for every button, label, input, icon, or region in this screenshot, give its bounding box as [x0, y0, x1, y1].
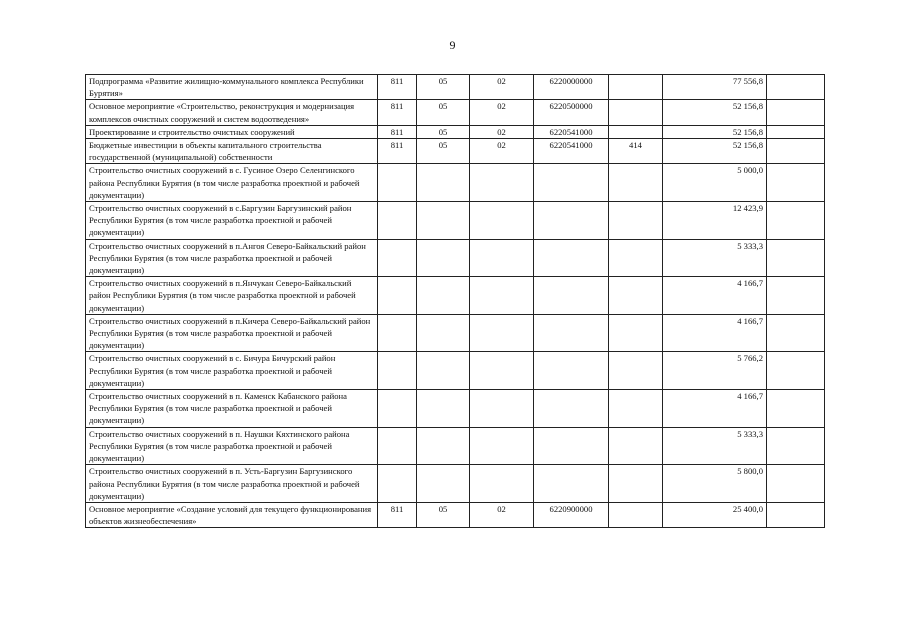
- expense-type-cell: [609, 202, 663, 240]
- extra-cell: [767, 390, 825, 428]
- expense-type-cell: [609, 164, 663, 202]
- amount-cell: 12 423,9: [663, 202, 767, 240]
- target-code-cell: [534, 202, 609, 240]
- target-code-cell: 6220900000: [534, 502, 609, 527]
- section-code-cell: 05: [417, 75, 470, 100]
- ministry-code-cell: [378, 164, 417, 202]
- section-code-cell: [417, 427, 470, 465]
- row-name-cell: Строительство очистных сооружений в с. Бичура Бичурский район Республики Бурятия (в том числе разработка проектной и рабочей документации): [86, 352, 378, 390]
- amount-cell: 5 766,2: [663, 352, 767, 390]
- row-name-cell: Строительство очистных сооружений в с. Гусиное Озеро Селенгинского района Республики Бурятия (в том числе разработка проектной и рабочей документации): [86, 164, 378, 202]
- extra-cell: [767, 427, 825, 465]
- extra-cell: [767, 100, 825, 125]
- target-code-cell: [534, 352, 609, 390]
- ministry-code-cell: 811: [378, 125, 417, 138]
- ministry-code-cell: [378, 390, 417, 428]
- amount-cell: 5 000,0: [663, 164, 767, 202]
- page-number: 9: [449, 38, 456, 52]
- table-row: [86, 390, 825, 428]
- expense-type-cell: [609, 502, 663, 527]
- row-name-cell: Подпрограмма «Развитие жилищно-коммунального комплекса Республики Бурятия»: [86, 75, 378, 100]
- section-code-cell: 05: [417, 139, 470, 164]
- section-code-cell: [417, 352, 470, 390]
- expense-type-cell: [609, 100, 663, 125]
- expense-type-cell: [609, 390, 663, 428]
- expense-type-cell: [609, 465, 663, 503]
- expense-type-cell: [609, 277, 663, 315]
- subsection-code-cell: 02: [470, 139, 534, 164]
- amount-cell: 52 156,8: [663, 139, 767, 164]
- section-code-cell: 05: [417, 100, 470, 125]
- ministry-code-cell: [378, 465, 417, 503]
- row-name-cell: Основное мероприятие «Создание условий для текущего функционирования объектов жизнеобеспечения»: [86, 502, 378, 527]
- amount-cell: 77 556,8: [663, 75, 767, 100]
- ministry-code-cell: [378, 277, 417, 315]
- table-row: [86, 502, 825, 527]
- table-row: [86, 239, 825, 277]
- amount-cell: 5 333,3: [663, 427, 767, 465]
- section-code-cell: [417, 390, 470, 428]
- subsection-code-cell: 02: [470, 125, 534, 138]
- table-row: [86, 352, 825, 390]
- row-name-cell: Строительство очистных сооружений в п. Каменск Кабанского района Республики Бурятия (в том числе разработка проектной и рабочей документации): [86, 390, 378, 428]
- amount-cell: 4 166,7: [663, 314, 767, 352]
- ministry-code-cell: [378, 352, 417, 390]
- ministry-code-cell: [378, 314, 417, 352]
- subsection-code-cell: [470, 352, 534, 390]
- extra-cell: [767, 465, 825, 503]
- table-row: [86, 100, 825, 125]
- section-code-cell: [417, 202, 470, 240]
- table-row: [86, 427, 825, 465]
- ministry-code-cell: [378, 427, 417, 465]
- row-name-cell: Строительство очистных сооружений в с.Баргузин Баргузинский район Республики Бурятия (в том числе разработка проектной и рабочей документации): [86, 202, 378, 240]
- row-name-cell: Бюджетные инвестиции в объекты капитального строительства государственной (муниципальной) собственности: [86, 139, 378, 164]
- row-name-cell: Строительство очистных сооружений в п. Усть-Баргузин Баргузинского района Республики Бурятия (в том числе разработка проектной и рабочей документации): [86, 465, 378, 503]
- section-code-cell: [417, 164, 470, 202]
- target-code-cell: [534, 239, 609, 277]
- row-name-cell: Строительство очистных сооружений в п.Кичера Северо-Байкальский район Республики Бурятия (в том числе разработка проектной и рабочей документации): [86, 314, 378, 352]
- target-code-cell: 6220541000: [534, 125, 609, 138]
- subsection-code-cell: [470, 465, 534, 503]
- table-row: [86, 75, 825, 100]
- target-code-cell: [534, 164, 609, 202]
- extra-cell: [767, 75, 825, 100]
- table-row: [86, 139, 825, 164]
- table-row: [86, 202, 825, 240]
- extra-cell: [767, 314, 825, 352]
- amount-cell: 4 166,7: [663, 390, 767, 428]
- row-name-cell: Основное мероприятие «Строительство, реконструкция и модернизация комплексов очистных сооружений и систем водоотведения»: [86, 100, 378, 125]
- target-code-cell: 6220000000: [534, 75, 609, 100]
- subsection-code-cell: 02: [470, 75, 534, 100]
- table-row: [86, 314, 825, 352]
- subsection-code-cell: 02: [470, 100, 534, 125]
- expense-type-cell: [609, 239, 663, 277]
- row-name-cell: Проектирование и строительство очистных сооружений: [86, 125, 378, 138]
- budget-table: [85, 74, 825, 528]
- section-code-cell: [417, 465, 470, 503]
- extra-cell: [767, 352, 825, 390]
- section-code-cell: [417, 239, 470, 277]
- amount-cell: 52 156,8: [663, 125, 767, 138]
- subsection-code-cell: [470, 277, 534, 315]
- table-row: [86, 277, 825, 315]
- target-code-cell: [534, 465, 609, 503]
- ministry-code-cell: 811: [378, 100, 417, 125]
- expense-type-cell: 414: [609, 139, 663, 164]
- target-code-cell: [534, 314, 609, 352]
- row-name-cell: Строительство очистных сооружений в п.Янчукан Северо-Байкальский район Республики Бурятия (в том числе разработка проектной и рабочей документации): [86, 277, 378, 315]
- extra-cell: [767, 202, 825, 240]
- target-code-cell: [534, 277, 609, 315]
- target-code-cell: [534, 390, 609, 428]
- amount-cell: 5 333,3: [663, 239, 767, 277]
- subsection-code-cell: [470, 164, 534, 202]
- subsection-code-cell: [470, 390, 534, 428]
- ministry-code-cell: 811: [378, 502, 417, 527]
- extra-cell: [767, 125, 825, 138]
- section-code-cell: [417, 277, 470, 315]
- expense-type-cell: [609, 314, 663, 352]
- subsection-code-cell: 02: [470, 502, 534, 527]
- expense-type-cell: [609, 427, 663, 465]
- expense-type-cell: [609, 125, 663, 138]
- ministry-code-cell: [378, 202, 417, 240]
- row-name-cell: Строительство очистных сооружений в п.Ангоя Северо-Байкальский район Республики Бурятия (в том числе разработка проектной и рабочей документации): [86, 239, 378, 277]
- row-name-cell: Строительство очистных сооружений в п. Наушки Кяхтинского района Республики Бурятия (в том числе разработка проектной и рабочей документации): [86, 427, 378, 465]
- amount-cell: 25 400,0: [663, 502, 767, 527]
- section-code-cell: [417, 314, 470, 352]
- target-code-cell: 6220541000: [534, 139, 609, 164]
- extra-cell: [767, 277, 825, 315]
- extra-cell: [767, 502, 825, 527]
- section-code-cell: 05: [417, 125, 470, 138]
- amount-cell: 4 166,7: [663, 277, 767, 315]
- table-row: [86, 125, 825, 138]
- subsection-code-cell: [470, 427, 534, 465]
- expense-type-cell: [609, 75, 663, 100]
- table-row: [86, 164, 825, 202]
- amount-cell: 52 156,8: [663, 100, 767, 125]
- amount-cell: 5 800,0: [663, 465, 767, 503]
- target-code-cell: 6220500000: [534, 100, 609, 125]
- ministry-code-cell: 811: [378, 75, 417, 100]
- subsection-code-cell: [470, 202, 534, 240]
- ministry-code-cell: 811: [378, 139, 417, 164]
- subsection-code-cell: [470, 239, 534, 277]
- extra-cell: [767, 164, 825, 202]
- expense-type-cell: [609, 352, 663, 390]
- table-row: [86, 465, 825, 503]
- section-code-cell: 05: [417, 502, 470, 527]
- target-code-cell: [534, 427, 609, 465]
- budget-table-body: [86, 75, 825, 528]
- extra-cell: [767, 139, 825, 164]
- extra-cell: [767, 239, 825, 277]
- subsection-code-cell: [470, 314, 534, 352]
- ministry-code-cell: [378, 239, 417, 277]
